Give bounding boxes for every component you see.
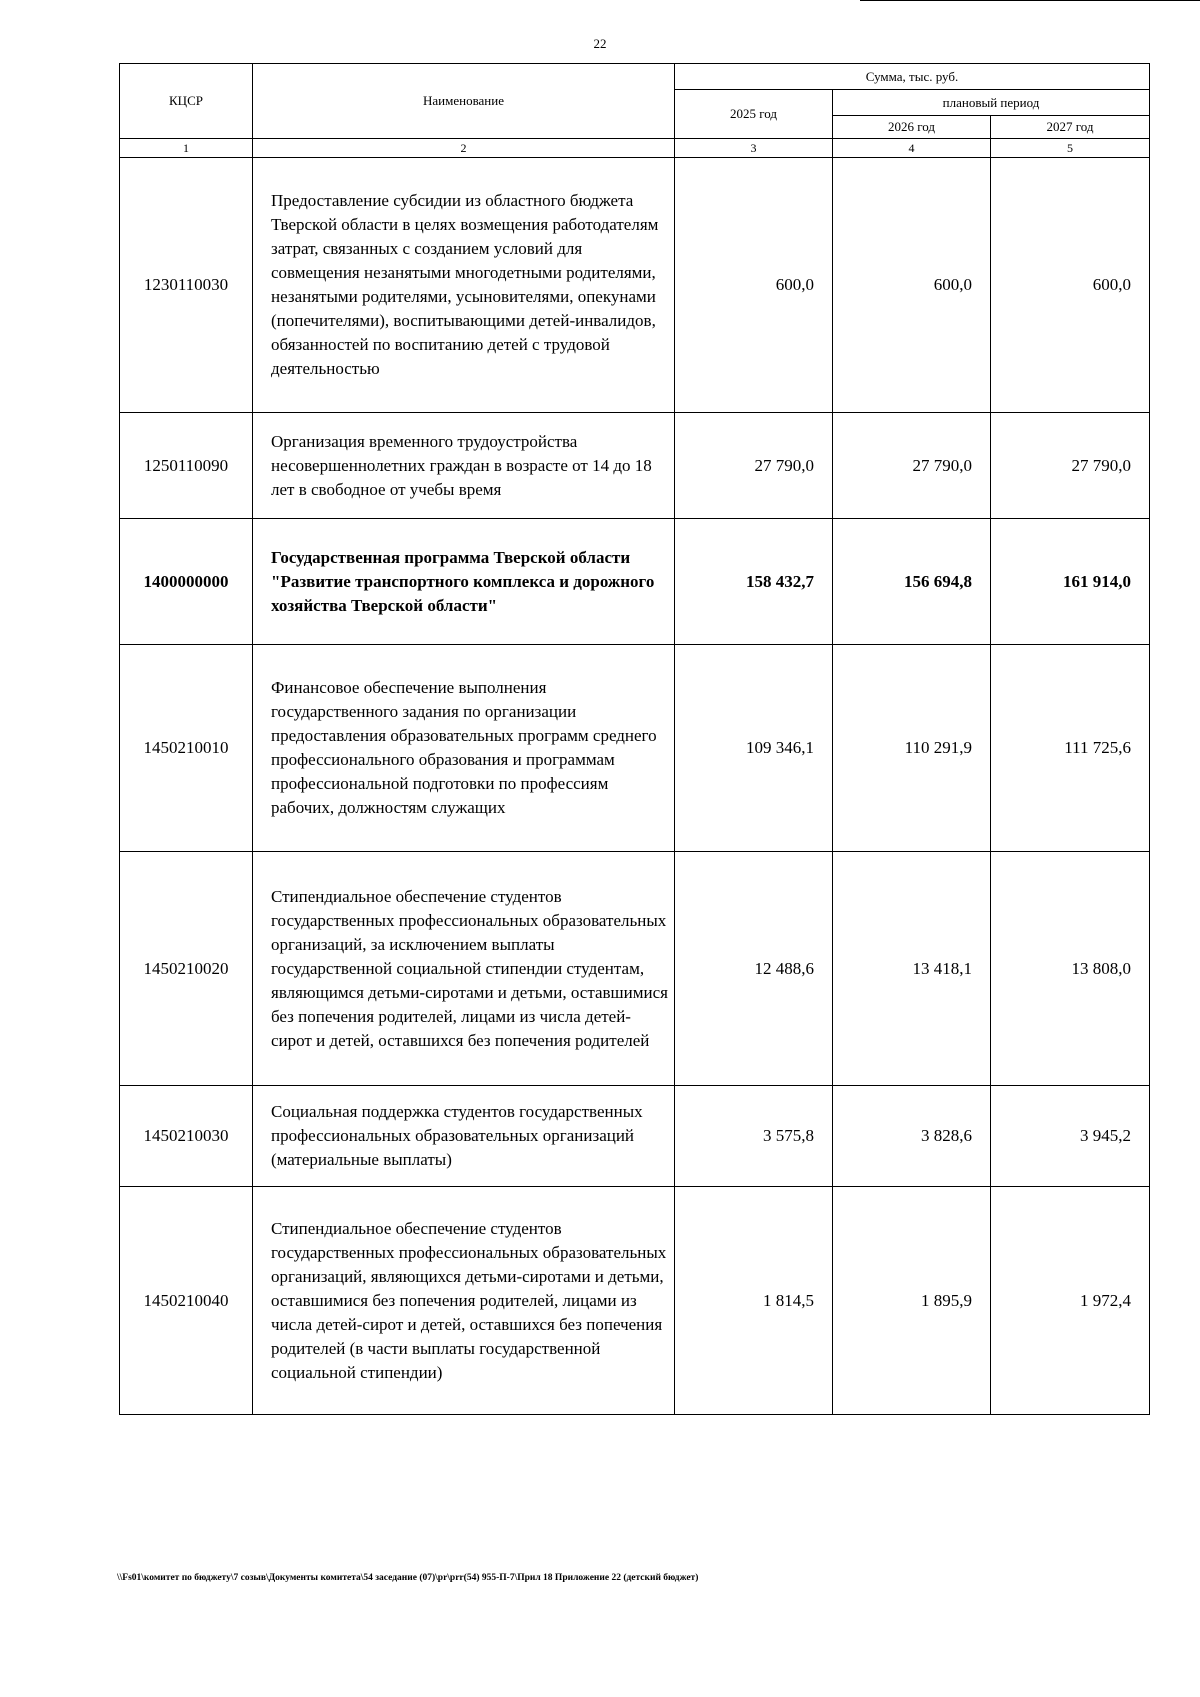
header-planned-period: плановый период (833, 90, 1150, 116)
row-value-2026: 1 895,9 (833, 1187, 991, 1415)
row-name: Государственная программа Тверской области "Развитие транспортного комплекса и дорожного хозяйства Тверской области" (253, 519, 675, 645)
row-name: Стипендиальное обеспечение студентов государственных профессиональных образовательных организаций, за исключением выплаты государственной социальной стипендии студентам, являющимся детьми-сиротами и детьми, оставшимися без попечения родителей, лицами из числа детей-сирот и детей, оставшихся без попечения родителей (253, 852, 675, 1086)
col-number-5: 5 (991, 139, 1150, 158)
col-number-1: 1 (120, 139, 253, 158)
header-year-2025: 2025 год (675, 90, 833, 139)
row-value-2026: 27 790,0 (833, 413, 991, 519)
table-row (120, 158, 1150, 413)
table-row (120, 1086, 1150, 1187)
footer-file-path: \\Fs01\комитет по бюджету\7 созыв\Документы комитета\54 заседание (07)\pr\prr(54) 955-П-7\Прил 18 Приложение 22 (детский бюджет) (117, 1573, 699, 1583)
table-row (120, 645, 1150, 852)
row-value-2025: 27 790,0 (675, 413, 833, 519)
header-name: Наименование (253, 64, 675, 139)
row-value-2025: 3 575,8 (675, 1086, 833, 1187)
corner-line (860, 0, 1200, 1)
row-code: 1450210030 (120, 1086, 253, 1187)
table-row (120, 519, 1150, 645)
row-value-2025: 12 488,6 (675, 852, 833, 1086)
row-name: Организация временного трудоустройства несовершеннолетних граждан в возрасте от 14 до 18 лет в свободное от учебы время (253, 413, 675, 519)
row-value-2025: 1 814,5 (675, 1187, 833, 1415)
row-name: Предоставление субсидии из областного бюджета Тверской области в целях возмещения работодателям затрат, связанных с созданием условий для совмещения незанятыми многодетными родителями, незанятыми родителями, усыновителями, опекунами (попечителями), воспитывающими детей-инвалидов, обязанностей по воспитанию детей с трудовой деятельностью (253, 158, 675, 413)
row-code: 1450210020 (120, 852, 253, 1086)
row-value-2026: 110 291,9 (833, 645, 991, 852)
row-code: 1450210040 (120, 1187, 253, 1415)
row-value-2027: 111 725,6 (991, 645, 1150, 852)
row-value-2026: 156 694,8 (833, 519, 991, 645)
row-value-2025: 600,0 (675, 158, 833, 413)
header-kcsr: КЦСР (120, 64, 253, 139)
row-code: 1230110030 (120, 158, 253, 413)
row-value-2026: 600,0 (833, 158, 991, 413)
budget-table (119, 63, 1150, 1415)
row-code: 1250110090 (120, 413, 253, 519)
table-row (120, 852, 1150, 1086)
row-value-2025: 109 346,1 (675, 645, 833, 852)
row-value-2027: 161 914,0 (991, 519, 1150, 645)
page-number: 22 (593, 36, 607, 51)
row-value-2026: 3 828,6 (833, 1086, 991, 1187)
row-code: 1400000000 (120, 519, 253, 645)
row-value-2027: 3 945,2 (991, 1086, 1150, 1187)
row-name: Социальная поддержка студентов государственных профессиональных образовательных организаций (материальные выплаты) (253, 1086, 675, 1187)
header-year-2027: 2027 год (991, 116, 1150, 139)
col-number-3: 3 (675, 139, 833, 158)
row-name: Финансовое обеспечение выполнения государственного задания по организации предоставления образовательных программ среднего профессионального образования и программам профессиональной подготовки по профессиям рабочих, должностям служащих (253, 645, 675, 852)
col-number-2: 2 (253, 139, 675, 158)
row-value-2027: 1 972,4 (991, 1187, 1150, 1415)
row-name: Стипендиальное обеспечение студентов государственных профессиональных образовательных организаций, являющихся детьми-сиротами и детьми, оставшимися без попечения родителей, лицами из числа детей-сирот и детей, оставшихся без попечения родителей (в части выплаты государственной социальной стипендии) (253, 1187, 675, 1415)
header-year-2026: 2026 год (833, 116, 991, 139)
table-row (120, 413, 1150, 519)
header-sum: Сумма, тыс. руб. (675, 64, 1150, 90)
row-value-2027: 13 808,0 (991, 852, 1150, 1086)
row-value-2025: 158 432,7 (675, 519, 833, 645)
col-number-4: 4 (833, 139, 991, 158)
row-value-2026: 13 418,1 (833, 852, 991, 1086)
row-value-2027: 600,0 (991, 158, 1150, 413)
table-row (120, 1187, 1150, 1415)
row-value-2027: 27 790,0 (991, 413, 1150, 519)
row-code: 1450210010 (120, 645, 253, 852)
